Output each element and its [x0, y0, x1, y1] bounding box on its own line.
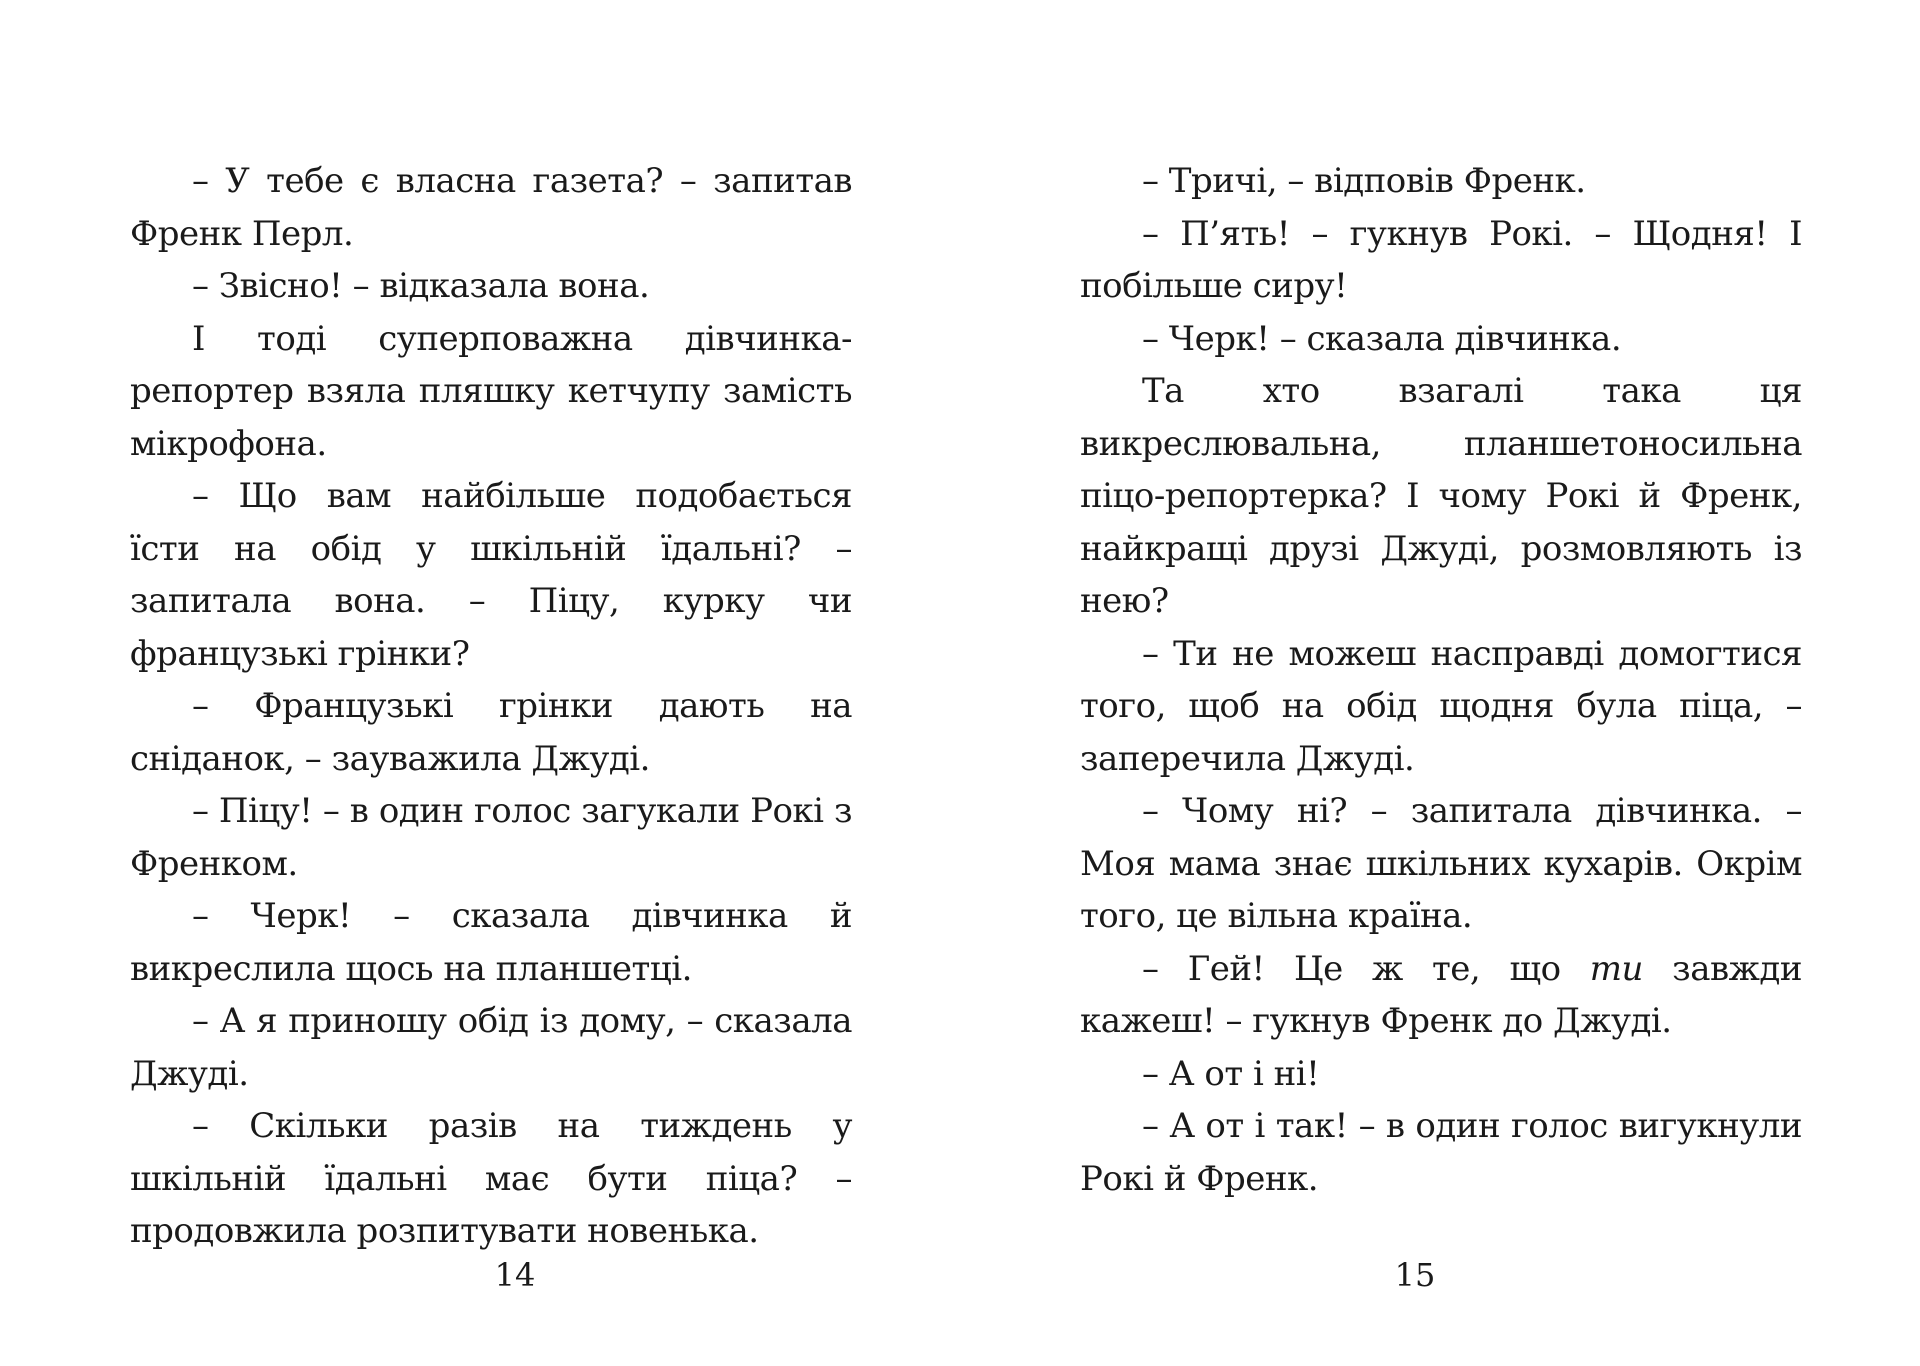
paragraph: І тоді суперповажна дівчинка-репортер взяла пляшку кетчупу замість мікрофона. [130, 318, 852, 464]
left-page-text [130, 155, 852, 1258]
paragraph: – Ти не можеш насправді домогтися того, щоб на обід щодня була піца, – заперечила Джуді. [1080, 633, 1802, 779]
emphasized-word: ти [1589, 948, 1643, 989]
paragraph: – А от і ні! [1142, 1053, 1320, 1094]
paragraph: – Що вам найбільше подобається їсти на обід у шкільній їдальні? – запитала вона. – Піцу, курку чи французькі грінки? [130, 476, 852, 674]
paragraph: – П’ять! – гукнув Рокі. – Щодня! І побільше сиру! [1080, 213, 1802, 306]
paragraph: – Звісно! – відказала вона. [192, 266, 650, 306]
paragraph: Та хто взагалі така ця викреслювальна, планшетоносильна піцо-репортерка? І чому Рокі й Френк, найкращі друзі Джуді, розмовляють із нею? [1080, 371, 1802, 621]
right-page-text [1080, 155, 1802, 1205]
paragraph: – А от і так! – в один голос вигукнули Рокі й Френк. [1080, 1106, 1802, 1199]
paragraph: – Скільки разів на тиждень у шкільній їдальні має бути піца? – продовжила розпитувати новенька. [130, 1106, 852, 1251]
paragraph: – Французькі грінки дають на сніданок, – зауважила Джуді. [130, 686, 852, 779]
paragraph: – Черк! – сказала дівчинка. [1142, 318, 1622, 359]
paragraph: – Тричі, – відповів Френк. [1142, 161, 1586, 201]
paragraph-with-emphasis [1080, 943, 1802, 1048]
paragraph: – Піцу! – в один голос загукали Рокі з Френком. [130, 791, 852, 884]
paragraph: – Черк! – сказала дівчинка й викреслила щось на планшетці. [130, 896, 852, 989]
page-number: 15 [1394, 1256, 1436, 1294]
paragraph-text: завжди кажеш! – гукнув Френк до Джуді. [1080, 948, 1802, 1041]
page-number: 14 [494, 1256, 536, 1294]
right-page [960, 0, 1920, 1366]
paragraph: – Чому ні? – запитала дівчинка. – Моя мама знає шкільних кухарів. Окрім того, це вільна країна. [1080, 791, 1802, 936]
paragraph-text: – Гей! Це ж те, що [1142, 948, 1590, 989]
paragraph: – А я приношу обід із дому, – сказала Джуді. [130, 1001, 852, 1094]
paragraph: – У тебе є власна газета? – запитав Френк Перл. [130, 161, 852, 254]
